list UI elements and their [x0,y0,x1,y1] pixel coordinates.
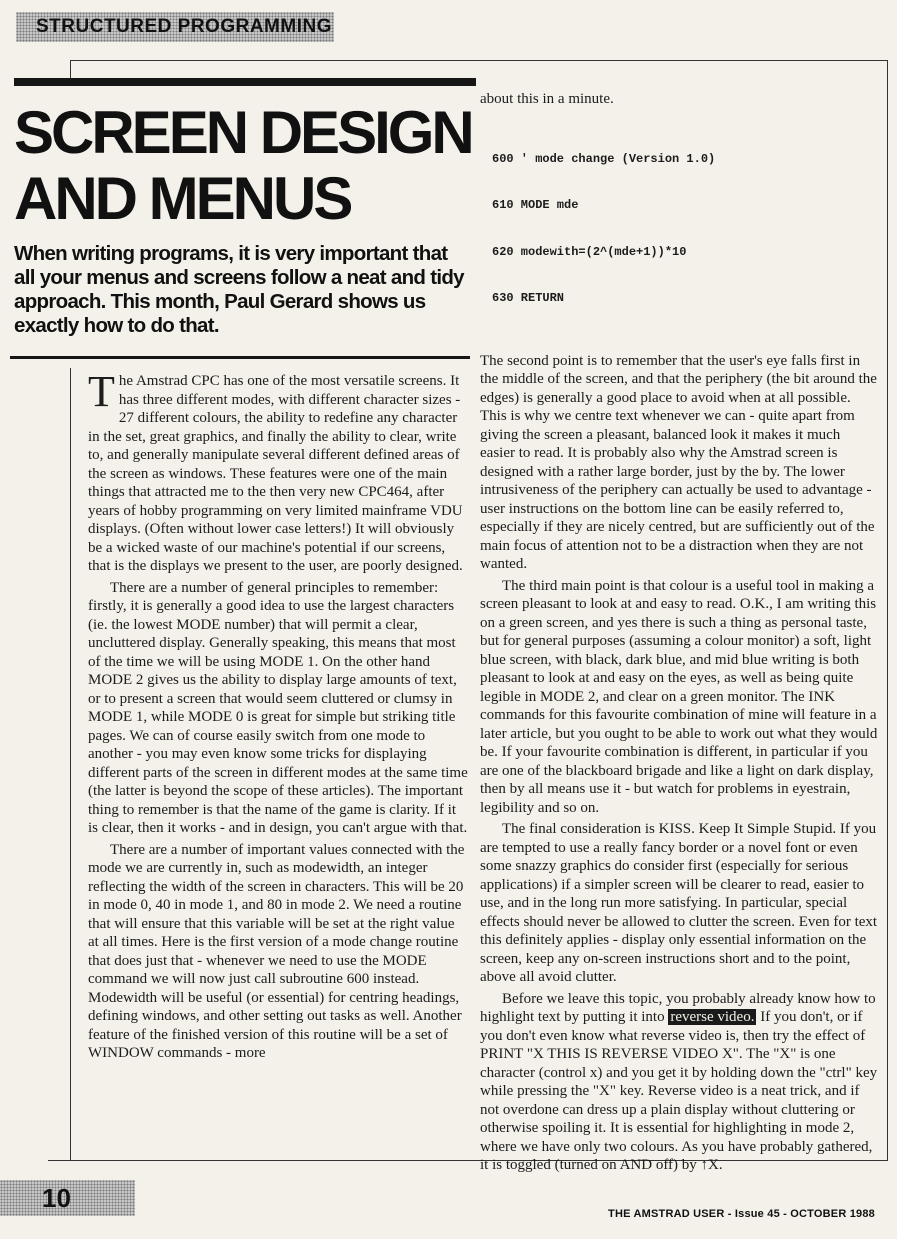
right-paragraph-0: about this in a minute. [480,91,614,107]
code-line: 630 RETURN [492,291,565,305]
code-line: 620 modewith=(2^(mde+1))*10 [492,244,687,259]
reverse-video-highlight: reverse video. [670,1009,755,1025]
left-paragraph-1-text: he Amstrad CPC has one of the most versatile screens. It has three different modes, with different character sizes - 27 different colours, the ability to redefine any character in the set, great graphics, and finally the ability to clear, write to, and generally manipulate several different defined areas of the screen as windows. These features were one of the main things that attracted me to the then very new CPC464, after years of hobby programming on very limited mainframe VDU displays. (Often without lower case letters!) It will obviously be a wicked waste of our machine's potential if our screens, that is the displays we present to the user, are poorly designed. [88,373,463,574]
right-column [480,90,878,1173]
article-title-line-2: AND MENUS [14,165,351,232]
left-paragraph-1 [88,367,468,576]
article-title-line-1: SCREEN DESIGN [14,99,472,166]
footer-credit: THE AMSTRAD USER - Issue 45 - OCTOBER 1988 [608,1208,875,1220]
frame-rule-left-lower [70,368,71,1160]
right-paragraph-3: The final consideration is KISS. Keep It Simple Stupid. If you are tempted to use a really fancy border or a novel font or even some snazzy graphics do consider first (especially for serious applications) if a simpler screen will be clearer to read, easier to use, and in the long run more satisfying. In particular, special effects should never be allowed to clutter the screen. Even for text this definitely applies - display only essential information on the screen, keep any on-screen instructions short and to the point, above all avoid clutter. [480,821,878,985]
code-listing [492,121,878,338]
right-paragraph-4-end: If you don't, or if you don't even know what reverse video is, then try the effect of PRINT "X THIS IS REVERSE VIDEO X". The "X" is one character (control x) and you get it by holding down the "ctrl" key while pressing the "X" key. Reverse video is a neat trick, and if not overdone can dress up a plain display without cluttering or otherwise spoiling it. It is essential for highlighting in mode 2, where we have only two colours. As you have probably gathered, it is toggled (turned on AND off) by ↑X. [480,1009,878,1173]
frame-rule-right [887,60,888,1160]
right-paragraph-4 [480,990,878,1175]
title-rule-bottom [10,356,470,359]
article-standfirst: When writing programs, it is very important that all your menus and screens follow a neat and tidy approach. This month, Paul Gerard shows us exactly how to do that. [14,242,464,337]
title-rule-top [14,78,476,86]
page-number: 10 [0,1180,135,1216]
code-line: 610 MODE mde [492,198,579,212]
right-paragraph-1: The second point is to remember that the user's eye falls first in the middle of the screen, and that the periphery (the bit around the edges) is generally a good place to avoid when at all possible. This is why we centre text whenever we can - quite apart from giving the screen a pleasant, balanced look it makes it much easier to read. It is probably also why the Amstrad screen is designed with a rather large border, just by the by. The lower intrusiveness of the periphery can actually be used to advantage - user instructions on the bottom line can be easily referred to, especially if they are nicely centred, but are sufficiently out of the main focus of attention not to be a distraction when they are not wanted. [480,352,877,572]
left-paragraph-2: There are a number of general principles to remember: firstly, it is generally a good idea to use the largest characters (ie. the lowest MODE number) that will permit a clear, uncluttered display. Generally speaking, this means that most of the time we will be using MODE 1. On the other hand MODE 2 gives us the ability to display large amounts of text, or to present a screen that would seem cluttered or clumsy in MODE 1, while MODE 0 is great for simple but striking title pages. We can of course easily switch from one mode to another - you may even know some tricks for displaying different parts of the screen in different modes at the same time (the latter is beyond the scope of these articles). The important thing to remember is that the name of the game is clarity. If it is clear, then it works - and in design, you can't argue with that. [88,579,468,836]
article-title [14,100,484,232]
section-banner: STRUCTURED PROGRAMMING [16,12,334,42]
frame-rule-left-upper [70,60,71,78]
left-column [88,367,468,1152]
code-line: 600 ' mode change (Version 1.0) [492,151,716,166]
left-paragraph-3: There are a number of important values connected with the mode we are currently in, such as modewidth, an integer reflecting the width of the screen in characters. This will be 20 in mode 0, 40 in mode 1, and 80 in mode 2. We need a routine that will ensure that this variable will be set at the right value at all times. Here is the first version of a mode change routine that does just that - whenever we need to use the MODE command we will now just call subroutine 600 instead. Modewidth will be useful (or essential) for centring headings, defining windows, and other setting out tasks as well. Another feature of the finished version of this routine will be a set of WINDOW commands - more [88,841,465,1061]
right-paragraph-4-start: Before we leave this topic, you probably already know how to highlight text by putting it into [480,990,876,1025]
frame-rule-top [70,60,888,61]
drop-cap: T [88,367,115,416]
right-paragraph-2: The third main point is that colour is a useful tool in making a screen pleasant to look at and easy to read. O.K., I am writing this on a green screen, and yes there is such a thing as personal taste, but for general purposes (assuming a colour monitor) a soft, light blue screen, with black, dark blue, and mid blue writing is both pleasant to look at and easy on the eyes, as well as being quite legible in MODE 2, and clear on a green monitor. The INK commands for this favourite combination of mine will feature in a later article, but you ought to be able to work out what they would be. If your favourite combination is different, in particular if you are one of the blackboard brigade and like a light on dark display, then by all means use it - but watch for problems in eyestrain, legibility and so on. [480,577,878,816]
